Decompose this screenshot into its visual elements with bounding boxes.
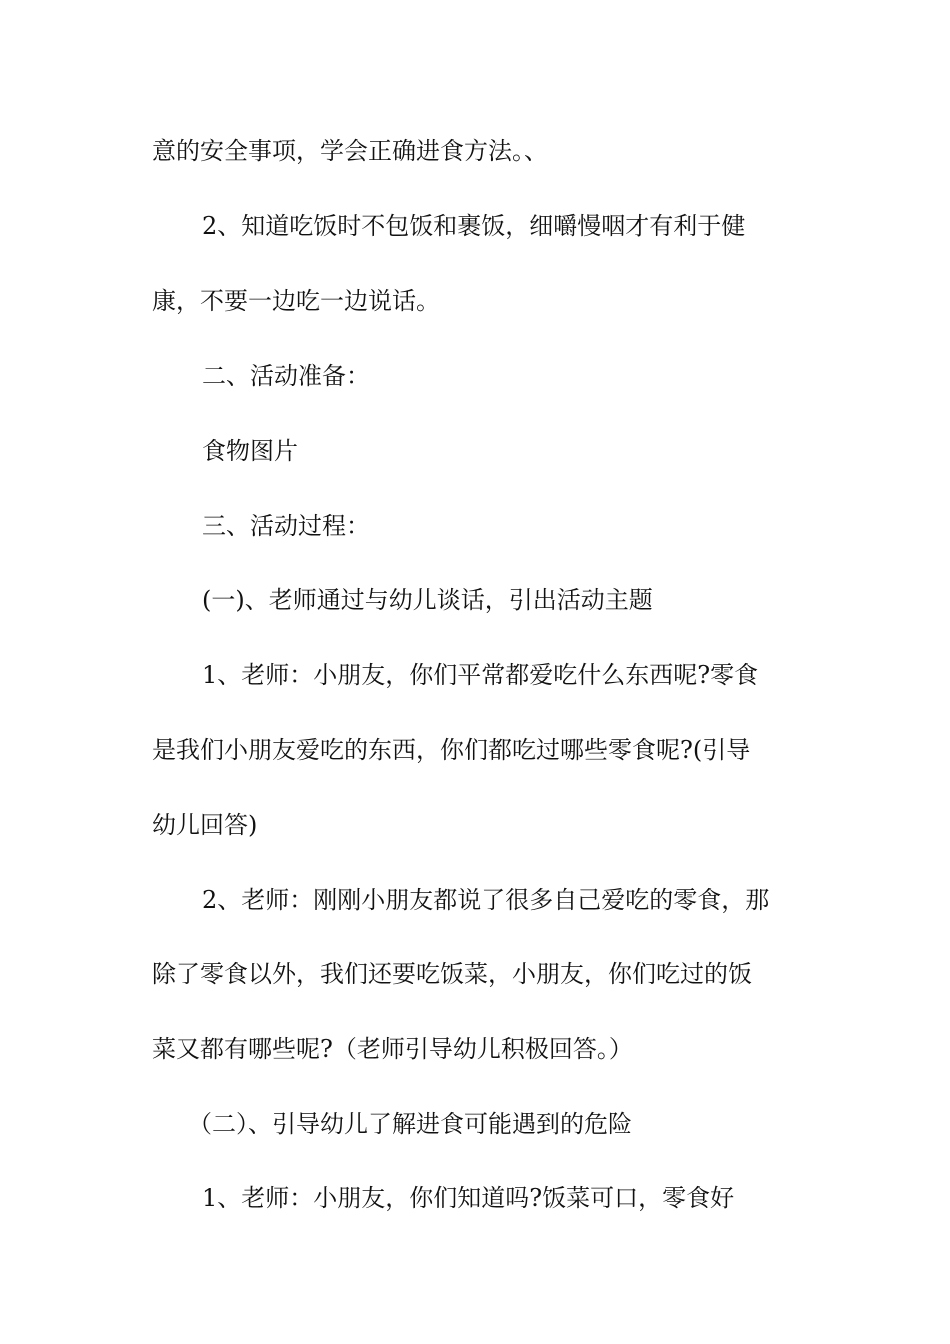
- subsection-heading: (一)、老师通过与幼儿谈话，引出活动主题: [202, 586, 653, 614]
- subsection-heading: （二）、引导幼儿了解进食可能遇到的危险: [188, 1110, 632, 1138]
- text-line: 1、老师：小朋友，你们平常都爱吃什么东西呢?零食: [202, 661, 759, 689]
- section-heading: 二、活动准备：: [202, 362, 370, 390]
- text-line: 食物图片: [202, 437, 298, 465]
- text-line: 2、老师：刚刚小朋友都说了很多自己爱吃的零食，那: [202, 886, 770, 914]
- text-line: 康，不要一边吃一边说话。: [152, 287, 440, 315]
- section-heading: 三、活动过程：: [202, 512, 370, 540]
- text-line: 是我们小朋友爱吃的东西，你们都吃过哪些零食呢?(引导: [152, 736, 751, 764]
- text-line: 除了零食以外，我们还要吃饭菜，小朋友，你们吃过的饭: [152, 960, 752, 988]
- text-line: 2、知道吃饭时不包饭和裹饭，细嚼慢咽才有利于健: [202, 212, 746, 240]
- text-line: 菜又都有哪些呢?（老师引导幼儿积极回答。）: [152, 1035, 633, 1063]
- text-line: 1、老师：小朋友，你们知道吗?饭菜可口，零食好: [202, 1184, 735, 1212]
- text-line: 幼儿回答): [152, 811, 258, 839]
- text-line: 意的安全事项，学会正确进食方法。、: [152, 137, 548, 165]
